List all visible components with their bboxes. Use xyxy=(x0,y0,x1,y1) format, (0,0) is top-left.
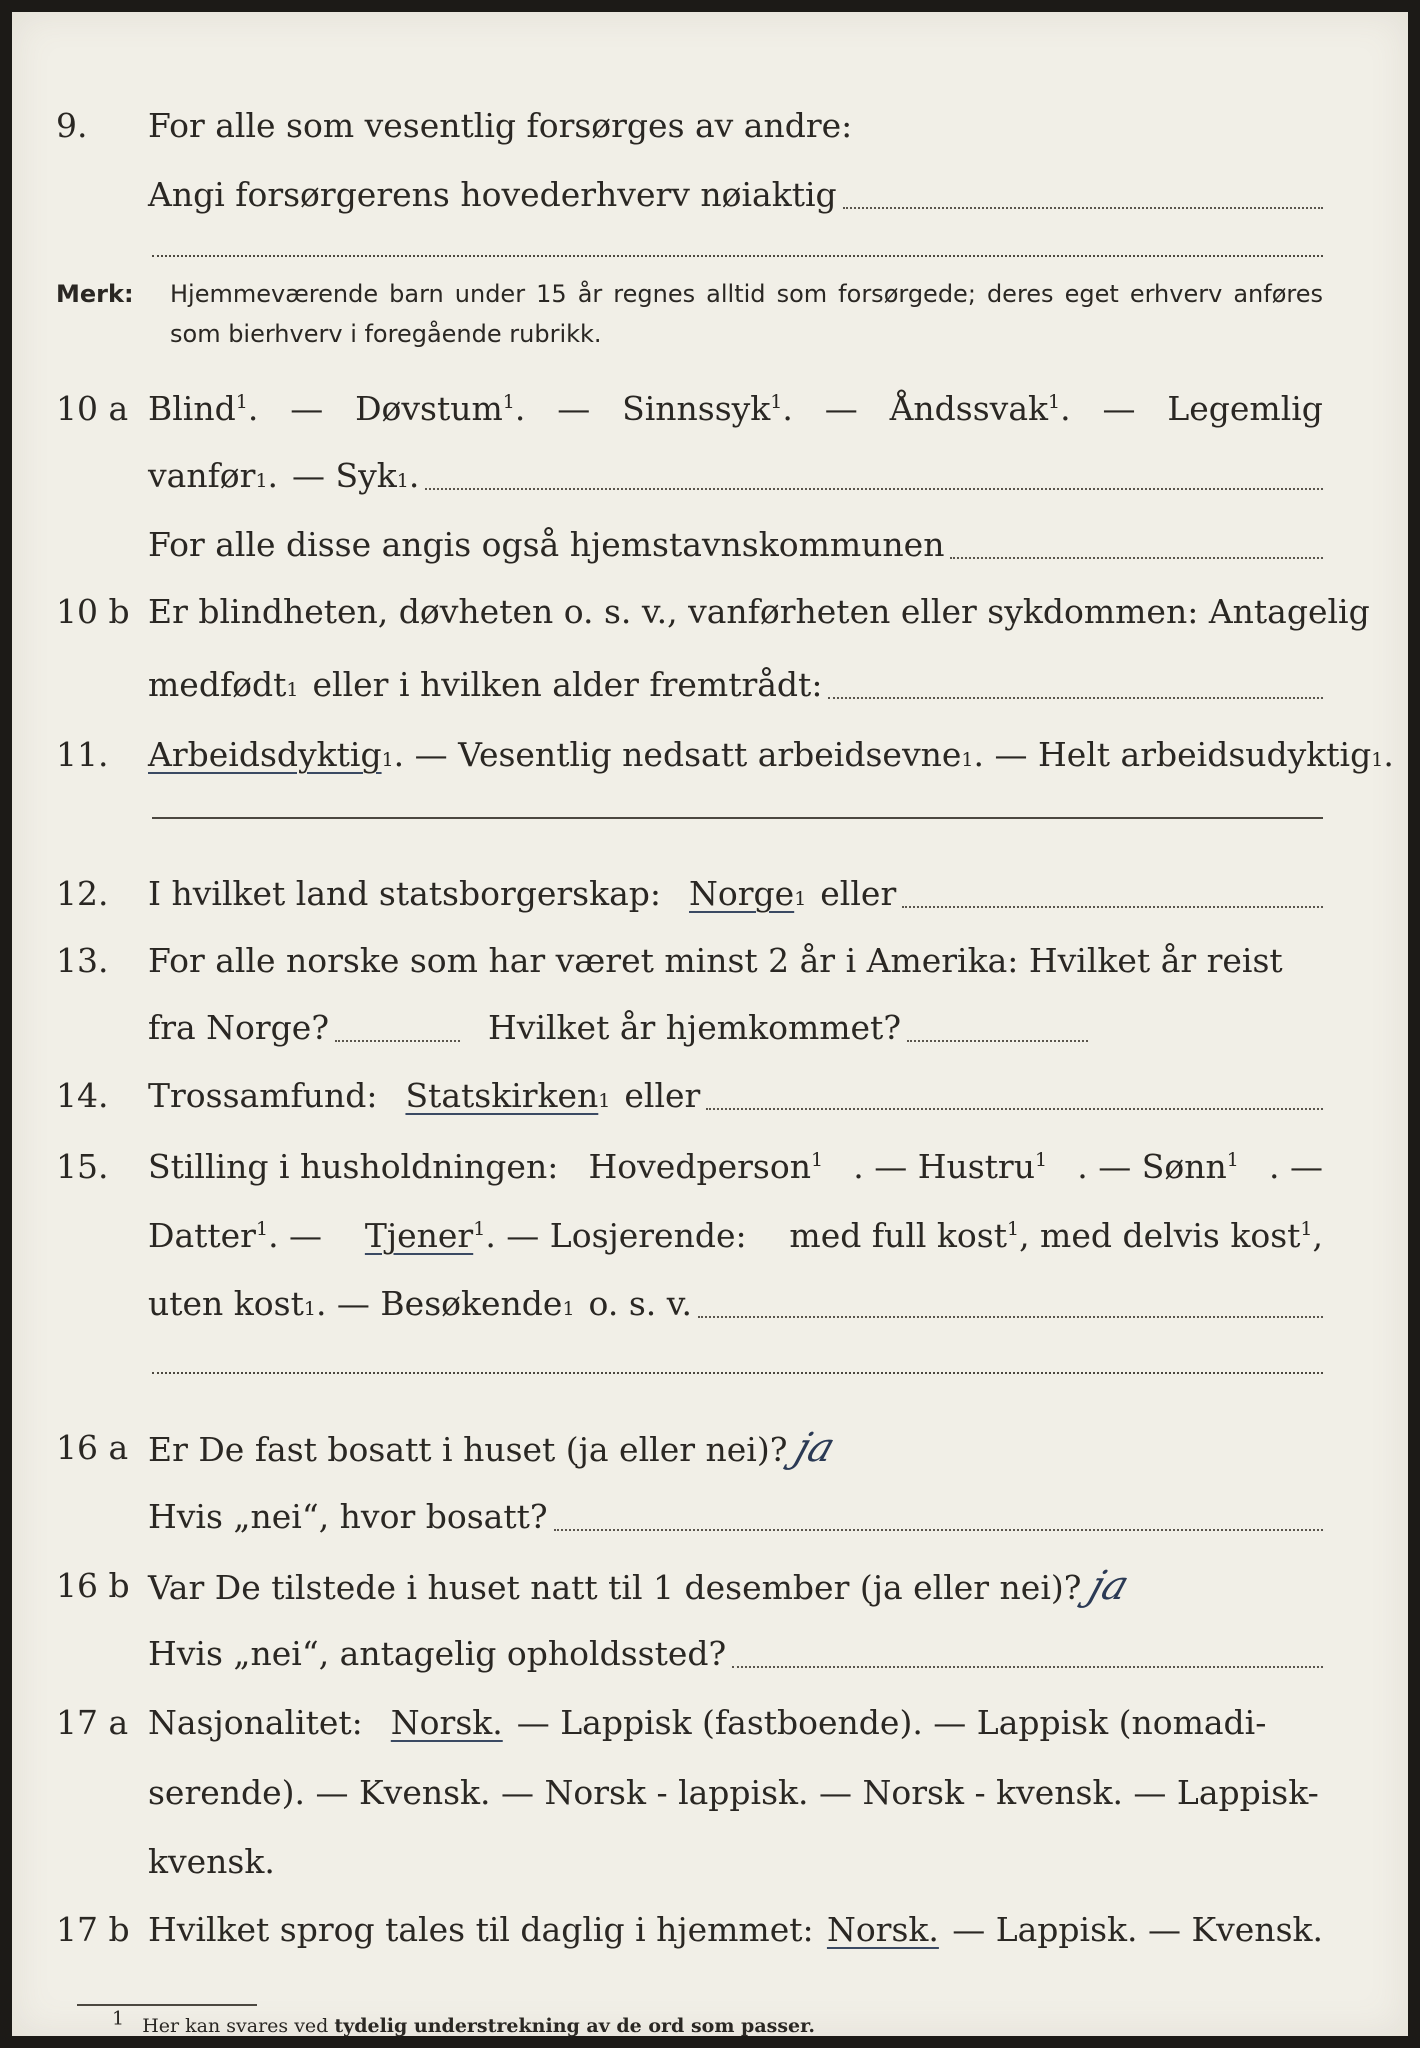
q15-row3 xyxy=(12,1274,1408,1334)
q13-line1: For alle norske som har været minst 2 år i Amerika: Hvilket år reist xyxy=(148,941,1283,980)
q10b-row2 xyxy=(12,655,1408,715)
q10a-number: 10 a xyxy=(56,389,129,428)
option-norge-underlined[interactable]: Norge xyxy=(689,874,795,913)
q10a-line2: vanfør 1 . — Syk 1 . xyxy=(148,446,1323,506)
q16a-line2: Hvis „nei“, hvor bosatt? xyxy=(148,1487,1323,1547)
q13-row xyxy=(12,931,1408,991)
q15-number: 15. xyxy=(56,1147,109,1186)
q16a-line1: Er De fast bosatt i huset (ja eller nei)? ja xyxy=(148,1418,1323,1480)
option-tjener-underlined[interactable]: Tjener xyxy=(364,1216,474,1255)
q10b-number: 10 b xyxy=(56,592,130,631)
q15-line2: Datter$^1$. — Tjener$^1$. — Losjerende: med full kost$^1$, med delvis kost$^1$, xyxy=(148,1216,1323,1255)
q16b-row2 xyxy=(12,1624,1408,1684)
q16b-row xyxy=(12,1556,1408,1616)
q16b-line2: Hvis „nei“, antagelig opholdssted? xyxy=(148,1624,1323,1684)
answer-field-q9[interactable] xyxy=(843,206,1323,209)
q17a-row3 xyxy=(12,1832,1408,1892)
q10a-row3 xyxy=(12,515,1408,575)
census-form-page xyxy=(12,12,1408,2036)
answer-line-q9b[interactable] xyxy=(152,255,1323,257)
answer-field-hjemkommet[interactable] xyxy=(907,1039,1088,1042)
q15-row xyxy=(12,1137,1408,1197)
answer-field-q15[interactable] xyxy=(698,1315,1323,1318)
answer-field-q10b[interactable] xyxy=(828,696,1323,699)
q14-number: 14. xyxy=(56,1076,109,1115)
q17a-number: 17 a xyxy=(56,1703,129,1742)
q17a-line2: serende). — Kvensk. — Norsk - lappisk. — Norsk - kvensk. — Lappisk- xyxy=(148,1773,1319,1812)
q17a-row2 xyxy=(12,1763,1408,1823)
q10b-row xyxy=(12,582,1408,642)
answer-field-q14[interactable] xyxy=(706,1107,1323,1110)
q16a-number: 16 a xyxy=(56,1428,129,1467)
merk-note xyxy=(56,274,1323,354)
q9-row xyxy=(12,96,1408,156)
option-norsk-sprog-underlined[interactable]: Norsk. xyxy=(826,1910,939,1949)
q11-number: 11. xyxy=(56,735,109,774)
merk-label: Merk: xyxy=(56,280,134,308)
answer-field-hjemstavn[interactable] xyxy=(950,556,1323,559)
merk-text: Hjemmeværende barn under 15 år regnes alltid som forsørgede; deres eget erhverv anføres som bierhverv i foregående rubrikk. xyxy=(170,280,1323,348)
answer-field-q12[interactable] xyxy=(902,905,1323,908)
q17b-line: Hvilket sprog tales til daglig i hjemmet: Norsk. — Lappisk. — Kvensk. xyxy=(148,1900,1323,1960)
q9-line2: Angi forsørgerens hovederhverv nøiaktig xyxy=(148,165,1323,225)
q14-line: Trossamfund: Statskirken 1 eller xyxy=(148,1066,1323,1126)
q16a-row2 xyxy=(12,1487,1408,1547)
option-norsk-underlined[interactable]: Norsk. xyxy=(390,1703,503,1742)
q10a-line3: For alle disse angis også hjemstavnskommunen xyxy=(148,515,1323,575)
answer-field-opholdssted[interactable] xyxy=(732,1665,1323,1668)
q16a-row xyxy=(12,1418,1408,1478)
answer-field-reist[interactable] xyxy=(335,1039,460,1042)
q17a-row xyxy=(12,1693,1408,1753)
q17b-row xyxy=(12,1900,1408,1960)
handwritten-answer-16b[interactable]: ja xyxy=(1083,1563,1136,1609)
q10a-row2 xyxy=(12,446,1408,506)
q15-line3: uten kost 1 . — Besøkende 1 o. s. v. xyxy=(148,1274,1323,1334)
q17a-line1: Nasjonalitet: Norsk. — Lappisk (fastboende). — Lappisk (nomadi- xyxy=(148,1693,1323,1753)
q10a-row xyxy=(12,379,1408,439)
q17b-number: 17 b xyxy=(56,1910,130,1949)
answer-field-q10a[interactable] xyxy=(425,487,1323,490)
q10b-line1: Er blindheten, døvheten o. s. v., vanførheten eller sykdommen: Antagelig xyxy=(148,592,1370,631)
option-statskirken-underlined[interactable]: Statskirken xyxy=(405,1076,599,1115)
q14-row xyxy=(12,1066,1408,1126)
footnote-rule xyxy=(77,2004,257,2006)
option-arbeidsdyktig-underlined[interactable]: Arbeidsdyktig xyxy=(148,735,382,774)
footnote: 1 Her kan svares ved tydelig understrekning av de ord som passer. xyxy=(112,2007,815,2037)
q17a-line3: kvensk. xyxy=(148,1842,275,1881)
q15-row2 xyxy=(12,1206,1408,1266)
answer-line-q11[interactable] xyxy=(152,817,1323,819)
answer-field-bosatt[interactable] xyxy=(554,1528,1323,1531)
q15-line1: Stilling i husholdningen: Hovedperson$^1$ . — Hustru$^1$ . — Sønn$^1$ . — xyxy=(148,1147,1323,1186)
q13-line2: fra Norge? Hvilket år hjemkommet? xyxy=(148,998,1088,1058)
q12-row xyxy=(12,864,1408,924)
q13-row2 xyxy=(12,998,1408,1058)
q12-number: 12. xyxy=(56,874,109,913)
q11-row xyxy=(12,725,1408,785)
q9-row2 xyxy=(12,165,1408,225)
q13-number: 13. xyxy=(56,941,109,980)
q11-line: Arbeidsdyktig 1 . — Vesentlig nedsatt arbeidsevne 1 . — Helt arbeidsudyktig 1 . xyxy=(148,725,1323,785)
q9-number: 9. xyxy=(56,106,88,145)
answer-line-q15b[interactable] xyxy=(152,1372,1323,1374)
q12-line: I hvilket land statsborgerskap: Norge 1 eller xyxy=(148,864,1323,924)
q9-line1: For alle som vesentlig forsørges av andre: xyxy=(148,106,853,145)
q10a-line1: Blind$^1$. — Døvstum$^1$. — Sinnssyk$^1$. — Åndssvak$^1$. — Legemlig xyxy=(148,389,1323,428)
q16b-number: 16 b xyxy=(56,1566,130,1605)
q16b-line1: Var De tilstede i huset natt til 1 desember (ja eller nei)? ja xyxy=(148,1556,1323,1618)
q10b-line2: medfødt 1 eller i hvilken alder fremtrådt: xyxy=(148,655,1323,715)
handwritten-answer-16a[interactable]: ja xyxy=(789,1425,842,1471)
